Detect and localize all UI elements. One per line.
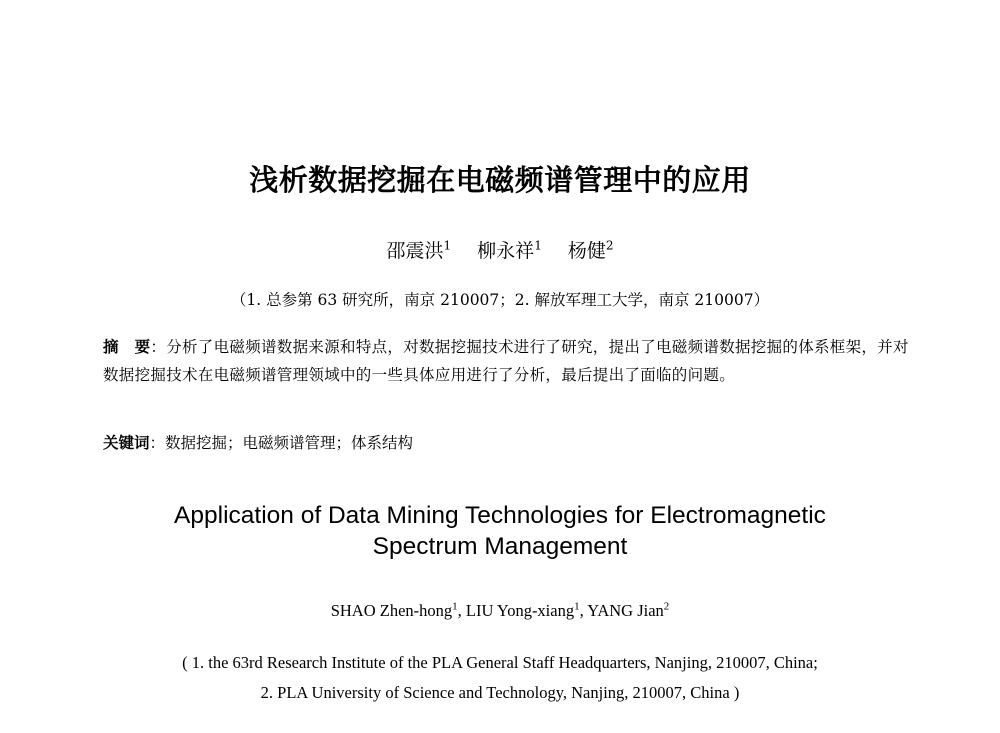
author-name: 柳永祥: [477, 240, 535, 262]
author-affiliation-mark: 1: [452, 600, 458, 612]
author-cn-3: [568, 240, 614, 262]
author-affiliation-mark: 1: [534, 238, 542, 253]
author-separator: ,: [579, 600, 588, 620]
author-en-1: [331, 601, 466, 620]
author-en-3: [587, 601, 669, 620]
keywords-text: ：数据挖掘；电磁频谱管理；体系结构: [149, 434, 414, 452]
author-cn-1: [386, 240, 451, 262]
paper-title-en: [0, 500, 1000, 562]
author-name: SHAO Zhen-hong: [330, 600, 453, 620]
paper-title-cn: 浅析数据挖掘在电磁频谱管理中的应用: [249, 163, 751, 197]
keywords-label: 关键词: [103, 434, 150, 452]
keywords-cn: [103, 431, 923, 455]
affiliation-en: [0, 648, 1000, 708]
author-affiliation-mark: 1: [574, 600, 580, 612]
author-cn-2: [477, 240, 542, 262]
author-name: YANG Jian: [587, 600, 664, 620]
abstract-cn: [103, 334, 923, 389]
abstract-label: 摘 要: [103, 338, 151, 356]
author-list-en: [0, 600, 1000, 621]
author-name: 邵震洪: [386, 240, 444, 262]
author-name: 杨健: [567, 240, 606, 262]
title-en-line-2: Spectrum Management: [372, 533, 628, 560]
author-affiliation-mark: 2: [663, 600, 670, 612]
abstract-text: ：分析了电磁频谱数据来源和特点，对数据挖掘技术进行了研究，提出了电磁频谱数据挖掘的体系框架，并对数据挖掘技术在电磁频谱管理领域中的一些具体应用进行了分析，最后提出了面临的问题。: [103, 338, 909, 384]
author-en-2: [466, 601, 587, 620]
affiliation-en-line-2: 2. PLA University of Science and Technology, Nanjing, 210007, China ): [260, 683, 740, 702]
author-affiliation-mark: 1: [443, 238, 452, 253]
author-affiliation-mark: 2: [605, 238, 614, 253]
author-name: LIU Yong-xiang: [465, 600, 575, 620]
author-list-cn: [0, 236, 1000, 263]
title-en-line-1: Application of Data Mining Technologies for Electromagnetic: [174, 502, 826, 529]
author-separator: ,: [457, 600, 466, 620]
affiliation-cn: （1. 总参第 63 研究所，南京 210007；2. 解放军理工大学，南京 210007）: [230, 291, 770, 309]
affiliation-en-line-1: ( 1. the 63rd Research Institute of the PLA General Staff Headquarters, Nanjing, 210007, China;: [182, 653, 818, 672]
